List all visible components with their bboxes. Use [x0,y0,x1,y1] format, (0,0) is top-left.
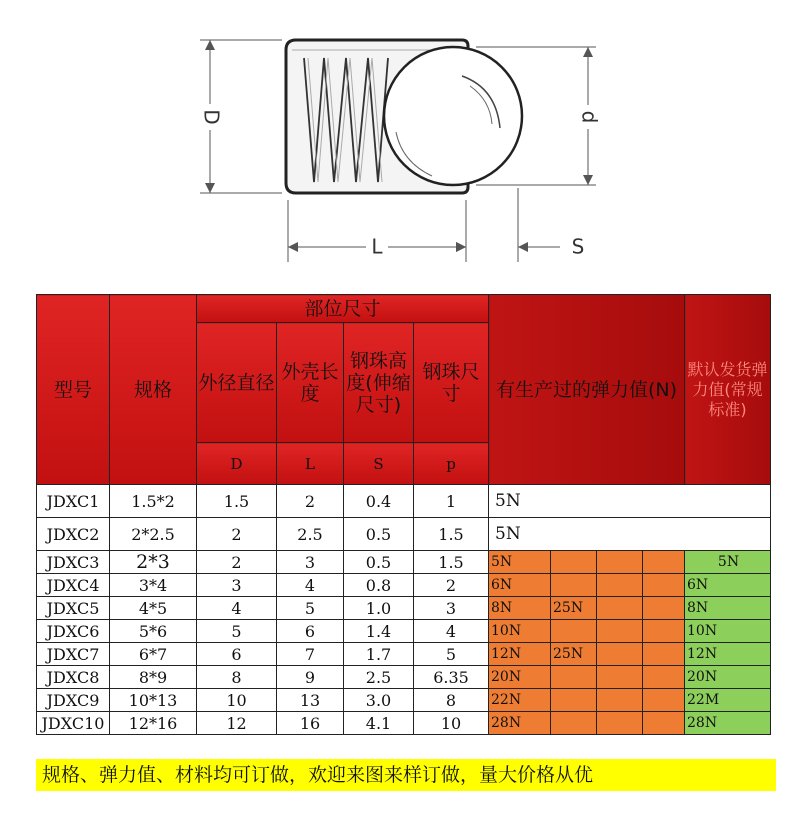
cell-force-extra [643,689,685,712]
cell-force-2: 25N [551,597,597,620]
cell-force-extra [643,643,685,666]
cell-model: JDXC9 [37,689,110,712]
label-L: L [371,234,383,259]
cell-D: 3 [197,574,277,597]
cell-force-extra [597,643,643,666]
cell-S: 4.1 [344,712,414,735]
cell-force: 6N [489,574,551,597]
cell-spec: 5*6 [110,620,197,643]
cell-force-extra [643,597,685,620]
cell-D: 1.5 [197,485,277,518]
cell-L: 7 [277,643,344,666]
spec-table [36,294,771,735]
table-row [37,620,771,643]
cell-D: 12 [197,712,277,735]
cell-model: JDXC6 [37,620,110,643]
cell-spec: 1.5*2 [110,485,197,518]
cell-model: JDXC5 [37,597,110,620]
cell-S: 1.0 [344,597,414,620]
cell-L: 4 [277,574,344,597]
cell-model: JDXC7 [37,643,110,666]
cell-spec: 4*5 [110,597,197,620]
cell-L: 16 [277,712,344,735]
cell-force-extra [597,620,643,643]
cell-force-extra [643,712,685,735]
cell-p: 1.5 [414,518,489,551]
cell-force-extra [643,551,685,574]
cell-force-extra [597,551,643,574]
cell-force-2: 25N [551,643,597,666]
cell-force: 22N [489,689,551,712]
cell-L: 6 [277,620,344,643]
cell-default-force: 28N [685,712,771,735]
cell-model: JDXC10 [37,712,110,735]
header-part-size: 部位尺寸 [197,295,489,323]
table-row [37,518,771,551]
cell-S: 1.4 [344,620,414,643]
cell-force-extra [551,551,597,574]
cell-spec: 10*13 [110,689,197,712]
cell-S: 2.5 [344,666,414,689]
cell-force: 8N [489,597,551,620]
label-S: S [571,234,585,259]
cell-force: 5N [489,551,551,574]
cell-force-extra [597,574,643,597]
cell-default-force: 5N [685,551,771,574]
cell-force: 5N [489,518,771,551]
header-ball-height: 钢珠高度(伸缩尺寸) [344,323,414,443]
header-shell-length: 外壳长度 [277,323,344,443]
cell-S: 0.4 [344,485,414,518]
table-row [37,551,771,574]
header-spec: 规格 [110,295,197,485]
cell-force-extra [643,620,685,643]
table-row [37,574,771,597]
cell-model: JDXC3 [37,551,110,574]
cell-force-extra [551,712,597,735]
cell-p: 5 [414,643,489,666]
cell-force-extra [597,689,643,712]
header-letter-L: L [277,443,344,485]
cell-model: JDXC1 [37,485,110,518]
header-model: 型号 [37,295,110,485]
table-row [37,712,771,735]
cell-L: 3 [277,551,344,574]
plunger-diagram [0,0,790,290]
cell-L: 9 [277,666,344,689]
cell-p: 8 [414,689,489,712]
label-d: d [577,110,602,124]
cell-force-extra [643,666,685,689]
header-outer-diameter: 外径直径 [197,323,277,443]
cell-D: 8 [197,666,277,689]
cell-spec: 3*4 [110,574,197,597]
cell-force: 20N [489,666,551,689]
cell-force: 5N [489,485,771,518]
cell-spec: 12*16 [110,712,197,735]
custom-order-note: 规格、弹力值、材料均可订做，欢迎来图来样订做，量大价格从优 [36,759,776,791]
cell-D: 10 [197,689,277,712]
cell-model: JDXC2 [37,518,110,551]
cell-default-force: 10N [685,620,771,643]
cell-default-force: 8N [685,597,771,620]
cell-p: 2 [414,574,489,597]
cell-spec: 2*3 [110,551,197,574]
header-forces: 有生产过的弹力值(N) [489,295,685,485]
cell-D: 6 [197,643,277,666]
cell-D: 2 [197,518,277,551]
cell-force-extra [551,574,597,597]
cell-force: 12N [489,643,551,666]
cell-S: 0.8 [344,574,414,597]
cell-D: 5 [197,620,277,643]
cell-default-force: 12N [685,643,771,666]
cell-p: 6.35 [414,666,489,689]
cell-L: 13 [277,689,344,712]
header-letter-D: D [197,443,277,485]
cell-spec: 8*9 [110,666,197,689]
table-row [37,643,771,666]
cell-force-extra [597,666,643,689]
header-letter-p: p [414,443,489,485]
label-D: D [199,109,224,125]
table-row [37,597,771,620]
cell-spec: 2*2.5 [110,518,197,551]
cell-default-force: 6N [685,574,771,597]
cell-force-extra [597,597,643,620]
cell-p: 4 [414,620,489,643]
steel-ball [384,47,522,185]
cell-p: 1 [414,485,489,518]
cell-default-force: 20N [685,666,771,689]
header-ball-size: 钢珠尺寸 [414,323,489,443]
table-row [37,666,771,689]
cell-D: 4 [197,597,277,620]
cell-default-force: 22M [685,689,771,712]
cell-model: JDXC8 [37,666,110,689]
cell-force: 10N [489,620,551,643]
cell-force-extra [551,689,597,712]
cell-L: 2.5 [277,518,344,551]
cell-force-extra [551,620,597,643]
cell-p: 10 [414,712,489,735]
cell-model: JDXC4 [37,574,110,597]
cell-spec: 6*7 [110,643,197,666]
cell-L: 5 [277,597,344,620]
header-default-force: 默认发货弹力值(常规标准) [685,295,771,485]
cell-p: 1.5 [414,551,489,574]
table-row [37,689,771,712]
cell-S: 0.5 [344,551,414,574]
cell-force-extra [643,574,685,597]
cell-p: 3 [414,597,489,620]
cell-S: 3.0 [344,689,414,712]
cell-D: 2 [197,551,277,574]
cell-S: 0.5 [344,518,414,551]
cell-force-extra [551,666,597,689]
table-row [37,485,771,518]
header-letter-S: S [344,443,414,485]
cell-S: 1.7 [344,643,414,666]
cell-L: 2 [277,485,344,518]
cell-force: 28N [489,712,551,735]
cell-force-extra [597,712,643,735]
